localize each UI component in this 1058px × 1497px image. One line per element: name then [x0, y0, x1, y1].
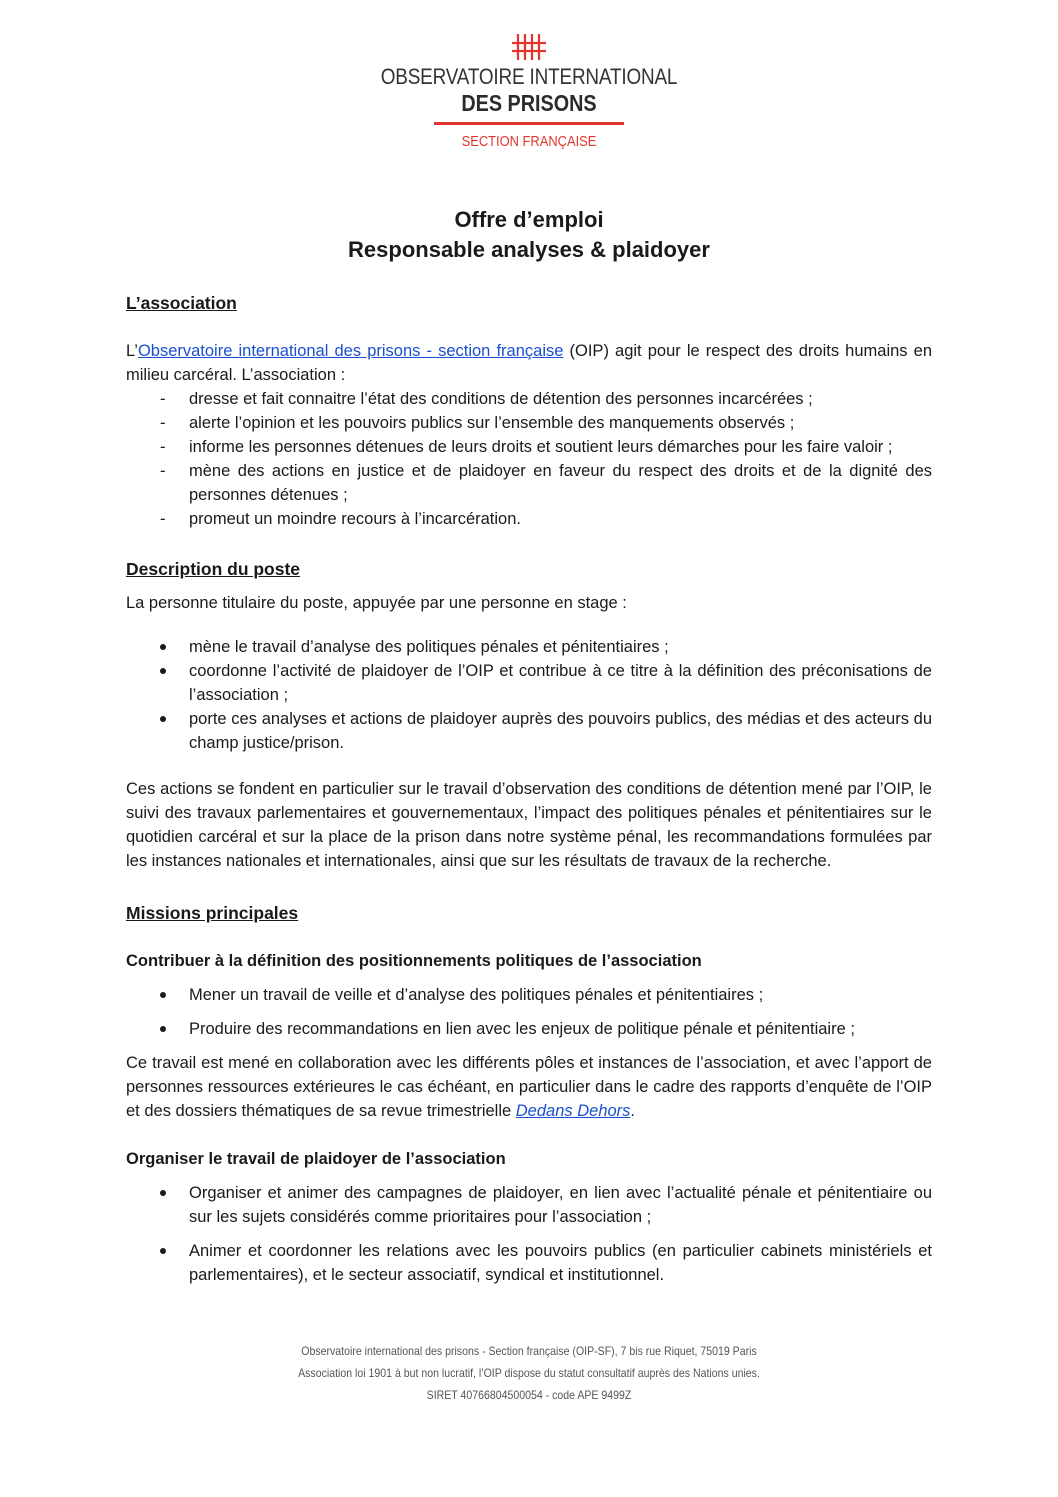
intro-suffix: (OIP) agit pour le respect des droits humains en milieu carcéral. L’association : [126, 342, 932, 384]
association-intro [126, 339, 932, 387]
dash-marker: - [160, 390, 166, 408]
page-subtitle: Responsable analyses & plaidoyer [348, 237, 710, 262]
list-item-text: informe les personnes détenues de leurs droits et soutient leurs démarches pour les faire valoir ; [189, 438, 893, 456]
list-item-text: porte ces analyses et actions de plaidoyer auprès des pouvoirs publics, des médias et des acteurs du champ justice/prison. [189, 710, 932, 752]
missions-para-prefix: Ce travail est mené en collaboration avec les différents pôles et instances de l’association, et avec l’apport de personnes ressources extérieures le cas échéant, en particulier dans le cadre des rapports d’enquête de l’OIP et des dossiers thématiques de sa revue trimestrielle [126, 1054, 932, 1120]
page-title: Offre d’emploi [454, 207, 604, 232]
list-item [126, 1017, 932, 1041]
list-item [126, 459, 932, 507]
missions-para-suffix: . [630, 1102, 636, 1120]
list-item-text: Mener un travail de veille et d’analyse des politiques pénales et pénitentiaires ; [189, 986, 764, 1004]
description-intro: La personne titulaire du poste, appuyée par une personne en stage : [126, 594, 627, 612]
bullet-icon [160, 1190, 166, 1196]
missions-list-1 [126, 983, 932, 1041]
bullet-icon [160, 716, 166, 722]
association-list [126, 387, 932, 531]
list-item [126, 387, 932, 411]
footer-line-3: SIRET 40766804500054 - code APE 9499Z [426, 1388, 632, 1402]
logo-line-2: DES PRISONS [461, 90, 597, 116]
oip-logo [0, 32, 1058, 151]
page-footer [0, 1340, 1058, 1406]
bullet-icon [160, 1248, 166, 1254]
footer-line-1: Observatoire international des prisons - Section française (OIP-SF), 7 bis rue Riquet, 75019 Paris [301, 1344, 757, 1358]
bullet-icon [160, 668, 166, 674]
list-item [126, 411, 932, 435]
list-item-text: alerte l’opinion et les pouvoirs publics sur l’ensemble des manquements observés ; [189, 414, 795, 432]
list-item [126, 707, 932, 755]
list-item-text: promeut un moindre recours à l’incarcération. [189, 510, 521, 528]
list-item-text: Organiser et animer des campagnes de plaidoyer, en lien avec l’actualité pénale et pénitentiaire ou sur les sujets considérés comme prioritaires pour l’association ; [189, 1184, 932, 1226]
dash-marker: - [160, 462, 166, 480]
bullet-icon [160, 992, 166, 998]
description-paragraph: Ces actions se fondent en particulier sur le travail d’observation des conditions de détention mené par l’OIP, le suivi des travaux parlementaires et gouvernementaux, l’impact des politiques pénales et pénitentiaires sur le quotidien carcéral et sur la place de la prison dans notre système pénal, les recommandations formulées par les instances nationales et internationales, ainsi que sur les résultats de travaux de la recherche. [126, 780, 932, 870]
logo-line-1: OBSERVATOIRE INTERNATIONAL [380, 64, 678, 89]
list-item [126, 1181, 932, 1229]
bullet-icon [160, 644, 166, 650]
list-item-text: mène le travail d’analyse des politiques pénales et pénitentiaires ; [189, 638, 669, 656]
section-heading-association: L’association [126, 293, 237, 313]
logo-line-3: SECTION FRANÇAISE [461, 133, 597, 150]
list-item-text: mène des actions en justice et de plaidoyer en faveur du respect des droits et de la dignité des personnes détenues ; [189, 462, 932, 504]
list-item-text: coordonne l’activité de plaidoyer de l’OIP et contribue à ce titre à la définition des préconisations de l’association ; [189, 662, 932, 704]
footer-line-2: Association loi 1901 à but non lucratif, l’OIP dispose du statut consultatif auprès des Nations unies. [298, 1366, 760, 1380]
oip-link[interactable]: Observatoire international des prisons - section française [137, 342, 564, 360]
bullet-icon [160, 1026, 166, 1032]
description-list [126, 635, 932, 755]
list-item [126, 659, 932, 707]
list-item [126, 983, 932, 1007]
missions-paragraph [126, 1051, 932, 1123]
section-heading-description: Description du poste [126, 559, 301, 579]
list-item [126, 635, 932, 659]
list-item [126, 435, 932, 459]
list-item-text: Produire des recommandations en lien avec les enjeux de politique pénale et pénitentiaire ; [189, 1020, 855, 1038]
list-item [126, 1239, 932, 1287]
document-body [126, 205, 932, 1287]
section-heading-missions: Missions principales [126, 903, 299, 923]
list-item-text: dresse et fait connaitre l’état des conditions de détention des personnes incarcérées ; [189, 390, 813, 408]
subsection-heading-positionnements: Contribuer à la définition des positionnements politiques de l’association [126, 952, 702, 970]
dash-marker: - [160, 510, 166, 528]
logo-divider [434, 122, 624, 125]
missions-list-2 [126, 1181, 932, 1287]
subsection-heading-plaidoyer: Organiser le travail de plaidoyer de l’association [126, 1150, 506, 1168]
dedans-dehors-link[interactable]: Dedans Dehors [515, 1102, 631, 1120]
intro-prefix: L’ [126, 342, 138, 360]
list-item-text: Animer et coordonner les relations avec les pouvoirs publics (en particulier cabinets ministériels et parlementaires), et le secteur associatif, syndical et institutionnel. [189, 1242, 932, 1284]
prison-bars-logo-icon [509, 32, 549, 62]
list-item [126, 507, 932, 531]
dash-marker: - [160, 414, 166, 432]
dash-marker: - [160, 438, 166, 456]
